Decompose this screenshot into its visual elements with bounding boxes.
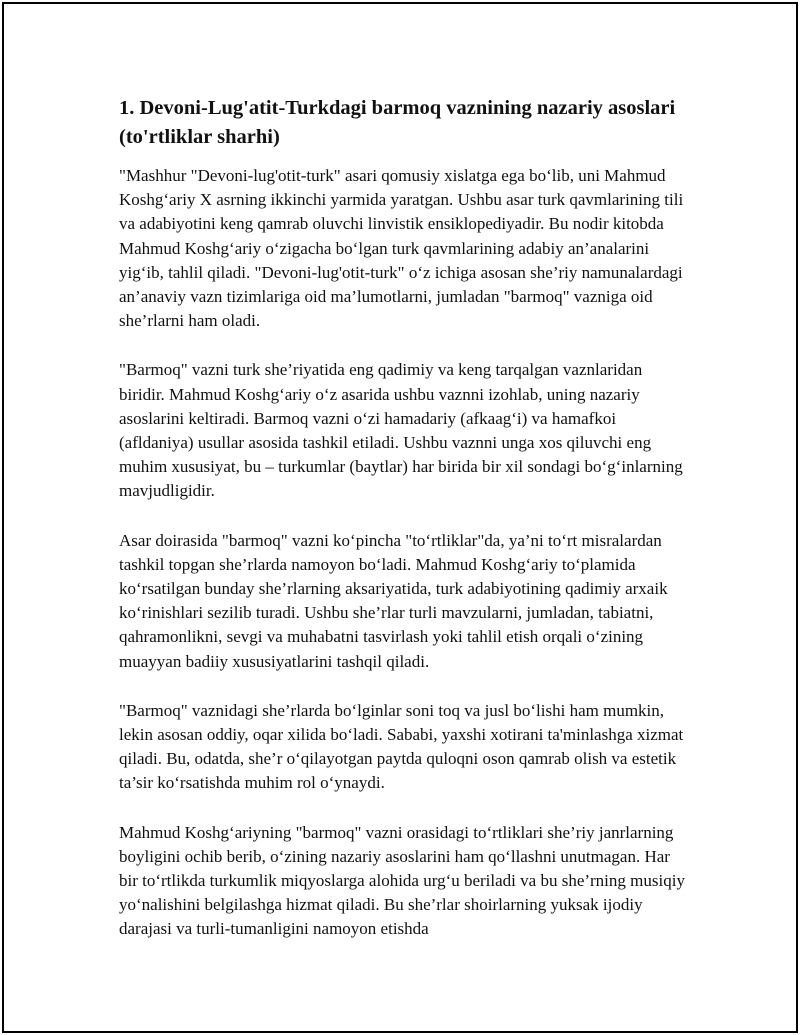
document-body: [119, 94, 689, 967]
paragraph-4: "Barmoq" vaznidagi she’rlarda bo‘lginlar soni toq va jusl bo‘lishi ham mumkin, lekin asosan oddiy, oqar xilida bo‘ladi. Sababi, yaxshi xotirani ta'minlashga xizmat qiladi. Bu, odatda, she’r o‘qilayotgan paytda quloqni oson qamrab olish va estetik ta’sir ko‘rsatishda muhim rol o‘ynaydi.: [119, 700, 684, 793]
paragraph-2: "Barmoq" vazni turk she’riyatida eng qadimiy va keng tarqalgan vaznlaridan biridir. Mahmud Koshg‘ariy o‘z asarida ushbu vaznni izohlab, uning nazariy asoslarini keltiradi. Barmoq vazni o‘zi hamadariy (afkaag‘i) va hamafkoi (afldaniya) usullar asosida tashkil etiladi. Ushbu vaznni unga xos qiluvchi eng muhim xususiyat, bu – turkumlar (baytlar) har birida bir xil sondagi bo‘g‘inlarning mavjudligidir.: [119, 360, 683, 501]
document-title: 1. Devoni-Lug'atit-Turkdagi barmoq vaznining nazariy asoslari (to'rtliklar sharhi): [119, 97, 676, 148]
paragraph-5: Mahmud Koshg‘ariyning "barmoq" vazni orasidagi to‘rtliklari she’riy janrlarning boyligini ochib berib, o‘zining nazariy asoslarini ham qo‘llashni unutmagan. Har bir to‘rtlikda turkumlik miqyoslarga alohida urg‘u beriladi va bu she’rning musiqiy yo‘nalishini belgilashga hizmat qiladi. Bu she’rlar shoirlarning yuksak ijodiy darajasi va turli-tumanligini namoyon etishda: [119, 822, 685, 939]
document-page: [2, 2, 798, 1033]
paragraph-1: "Mashhur "Devoni-lug'otit-turk" asari qomusiy xislatga ega bo‘lib, uni Mahmud Koshg‘ariy X asrning ikkinchi yarmida yaratgan. Ushbu asar turk qavmlarining tili va adabiyotini keng qamrab oluvchi linvistik ensiklopediyadir. Bu nodir kitobda Mahmud Koshg‘ariy o‘zigacha bo‘lgan turk qavmlarining adabiy an’analarini yig‘ib, tahlil qiladi. "Devoni-lug'otit-turk" o‘z ichiga asosan she’riy namunalardagi an’anaviy vazn tizimlariga oid ma’lumotlarni, jumladan "barmoq" vazniga oid she’rlarni ham oladi.: [119, 166, 684, 331]
paragraph-3: Asar doirasida "barmoq" vazni ko‘pincha "to‘rtliklar"da, ya’ni to‘rt misralardan tashkil topgan she’rlarda namoyon bo‘ladi. Mahmud Koshg‘ariy to‘plamida ko‘rsatilgan bunday she’rlarning aksariyatida, turk adabiyotining qadimiy arxaik ko‘rinishlari sezilib turadi. Ushbu she’rlar turli mavzularni, jumladan, tabiatni, qahramonlikni, sevgi va muhabatni tasvirlash yoki tahlil etish orqali o‘zining muayyan badiiy xususiyatlarini tashqil qiladi.: [119, 530, 668, 671]
